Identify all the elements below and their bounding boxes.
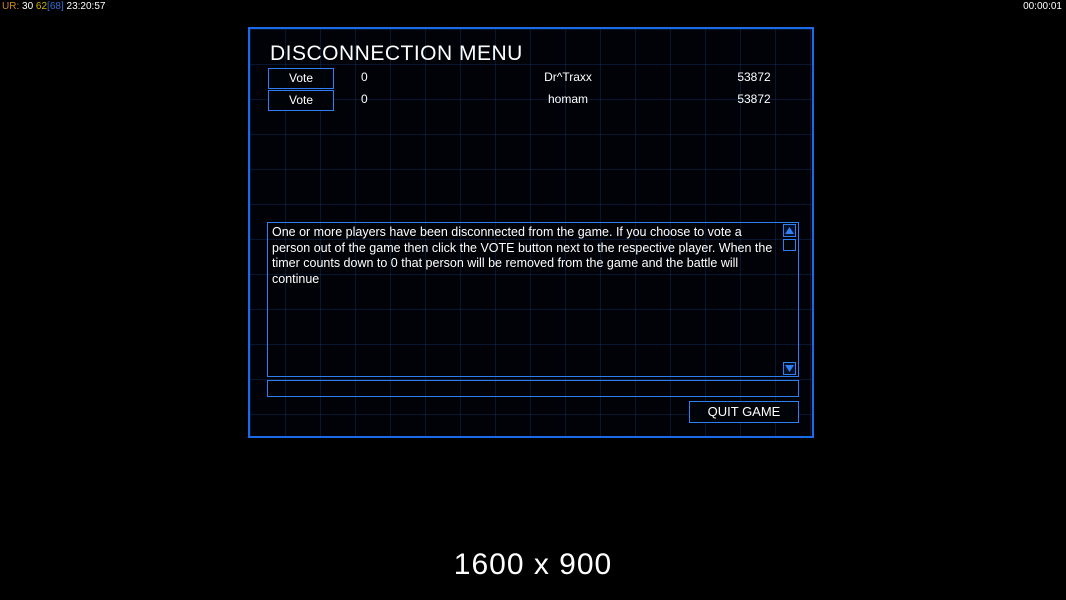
scrollbar-thumb[interactable]: [783, 239, 796, 251]
hud-bar: [0, 0, 1066, 13]
chat-input[interactable]: [267, 380, 799, 397]
player-score: 0: [361, 70, 368, 84]
scroll-down-icon[interactable]: [783, 362, 796, 375]
vote-button[interactable]: Vote: [268, 68, 334, 89]
hud-fps-alt-value: 62: [35, 1, 48, 12]
hud-fps-bracket: [68]: [47, 1, 64, 12]
player-score: 0: [361, 92, 368, 106]
resolution-caption: 1600 x 900: [453, 548, 613, 581]
player-name: Dr^Traxx: [544, 70, 592, 84]
message-scrollbar[interactable]: [782, 223, 798, 376]
message-pane: [267, 222, 799, 377]
vote-button[interactable]: Vote: [268, 90, 334, 111]
hud-clock: 23:20:57: [66, 1, 106, 12]
hud-fps-value: 30: [22, 1, 34, 12]
quit-game-button[interactable]: QUIT GAME: [689, 401, 799, 423]
player-id: 53872: [737, 92, 771, 106]
hud-left-stats: [2, 0, 105, 13]
table-row: [268, 90, 800, 112]
player-name: homam: [547, 92, 588, 106]
disconnection-menu-dialog: [248, 27, 814, 438]
page-title: DISCONNECTION MENU: [270, 42, 523, 65]
scroll-up-icon[interactable]: [783, 224, 796, 237]
hud-label: UR:: [2, 1, 20, 12]
disconnect-message: One or more players have been disconnected from the game. If you choose to vote a person out of the game then click the VOTE button next to the respective player. When the timer counts down to 0 that person will be removed from the game and the battle will continue: [272, 225, 773, 286]
hud-timer: 00:00:01: [1023, 1, 1062, 12]
table-row: [268, 68, 800, 90]
player-list: [268, 68, 800, 112]
player-id: 53872: [737, 70, 771, 84]
